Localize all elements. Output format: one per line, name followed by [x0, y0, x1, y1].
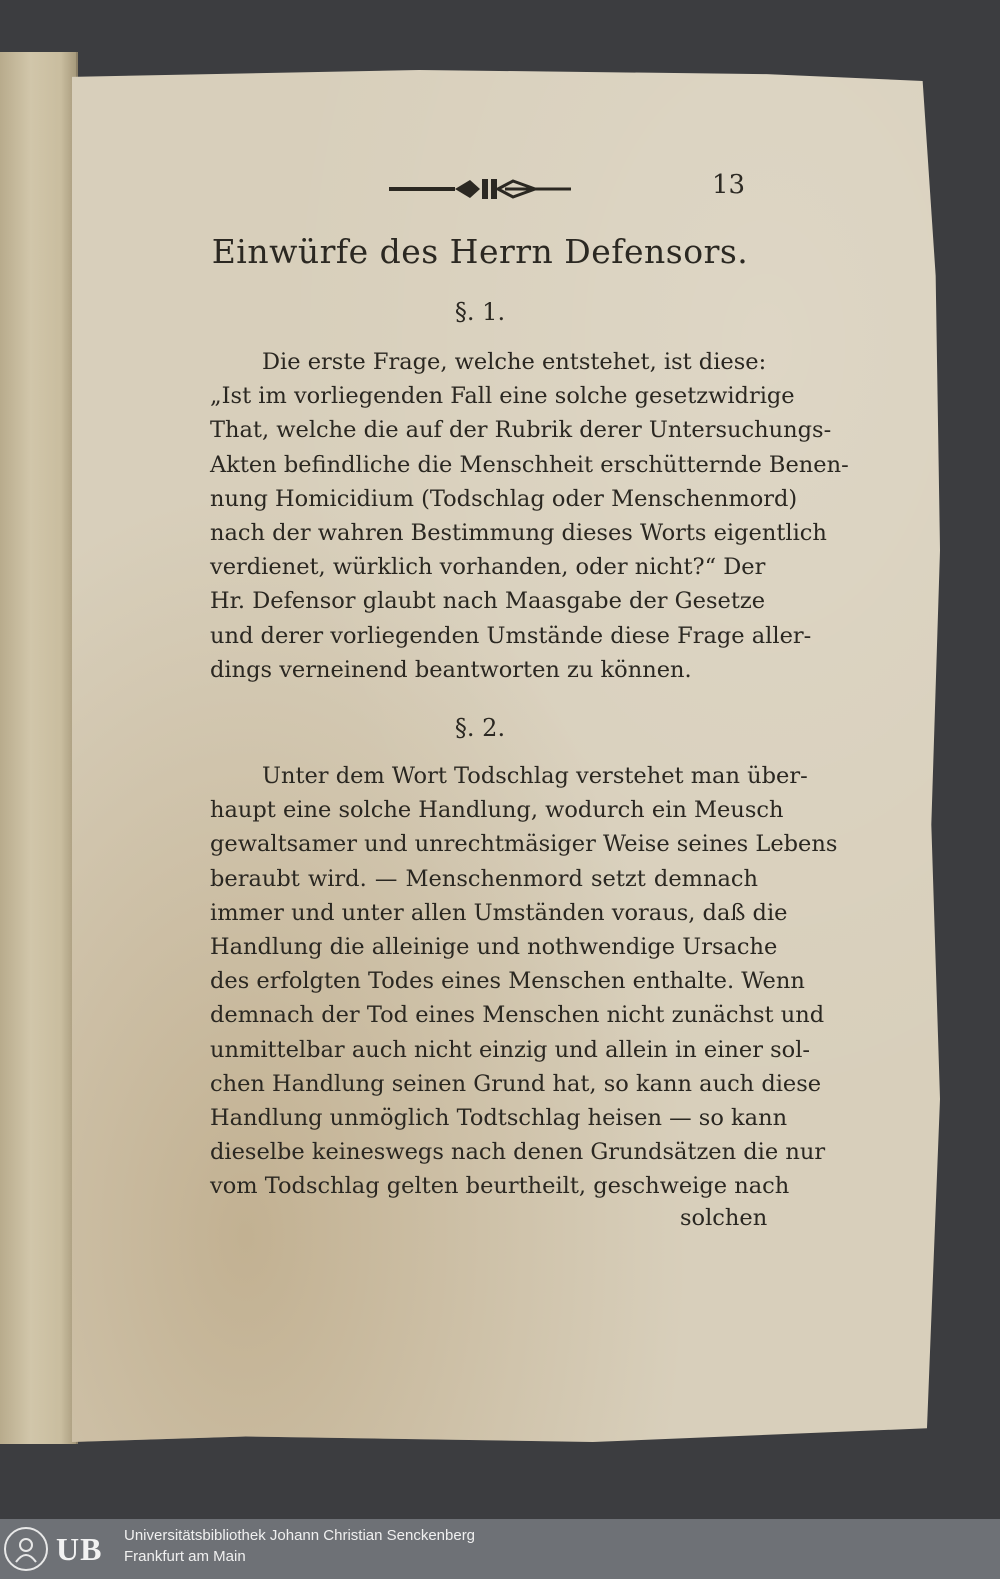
- text-line: Akten befindliche die Menschheit erschütternde Benen-: [210, 451, 849, 478]
- decorative-ornament: [385, 172, 575, 206]
- library-logo[interactable]: [4, 1525, 116, 1573]
- text-line: verdienet, würklich vorhanden, oder nicht?“ Der: [210, 554, 766, 581]
- text-line: Hr. Defensor glaubt nach Maasgabe der Gesetze: [210, 588, 766, 615]
- text-line: Handlung die alleinige und nothwendige Ursache: [210, 934, 778, 961]
- text-line: nach der wahren Bestimmung dieses Worts eigentlich: [210, 520, 827, 547]
- text-line: gewaltsamer und unrechtmäsiger Weise seines Lebens: [210, 831, 838, 858]
- text-line: Die erste Frage, welche entstehet, ist diese:: [262, 349, 767, 375]
- portrait-seal-icon: [4, 1527, 48, 1571]
- section-mark-2: §. 2.: [454, 714, 506, 742]
- text-line: Handlung unmöglich Todtschlag heisen — so kann: [210, 1105, 788, 1132]
- ub-logo-text: UB: [56, 1530, 103, 1567]
- text-line: „Ist im vorliegenden Fall eine solche gesetzwidrige: [210, 383, 795, 410]
- book-page: [72, 70, 940, 1442]
- section-mark-1: §. 1.: [454, 298, 506, 326]
- text-line: That, welche die auf der Rubrik derer Untersuchungs-: [210, 417, 832, 444]
- text-line: chen Handlung seinen Grund hat, so kann auch diese: [210, 1070, 822, 1097]
- previous-page-edge: [0, 52, 78, 1444]
- text-line: des erfolgten Todes eines Menschen enthalte. Wenn: [210, 968, 805, 995]
- library-name-line2: Frankfurt am Main: [124, 1548, 246, 1565]
- text-line: immer und unter allen Umständen voraus, daß die: [210, 899, 788, 926]
- text-line: vom Todschlag gelten beurtheilt, geschweige nach: [210, 1173, 790, 1200]
- paragraph-1: [210, 345, 849, 687]
- text-line: dings verneinend beantworten zu können.: [210, 656, 692, 683]
- text-line: unmittelbar auch nicht einzig und allein in einer sol-: [210, 1036, 811, 1063]
- page-number: 13: [712, 170, 746, 200]
- text-line: dieselbe keineswegs nach denen Grundsätzen die nur: [210, 1139, 826, 1166]
- catchword: solchen: [680, 1205, 768, 1231]
- paragraph-2: [210, 759, 838, 1204]
- text-line: beraubt wird. — Menschenmord setzt demnach: [210, 865, 758, 892]
- text-line: Unter dem Wort Todschlag verstehet man über-: [262, 763, 808, 789]
- library-footer-bar: [0, 1519, 1000, 1579]
- library-name-line1: Universitätsbibliothek Johann Christian Senckenberg: [124, 1527, 476, 1544]
- text-line: haupt eine solche Handlung, wodurch ein Meusch: [210, 797, 784, 824]
- text-line: nung Homicidium (Todschlag oder Menschenmord): [210, 485, 798, 512]
- library-name: [124, 1525, 475, 1567]
- text-line: demnach der Tod eines Menschen nicht zunächst und: [210, 1002, 825, 1029]
- text-line: und derer vorliegenden Umstände diese Frage aller-: [210, 622, 812, 649]
- page-heading: Einwürfe des Herrn Defensors.: [211, 232, 749, 271]
